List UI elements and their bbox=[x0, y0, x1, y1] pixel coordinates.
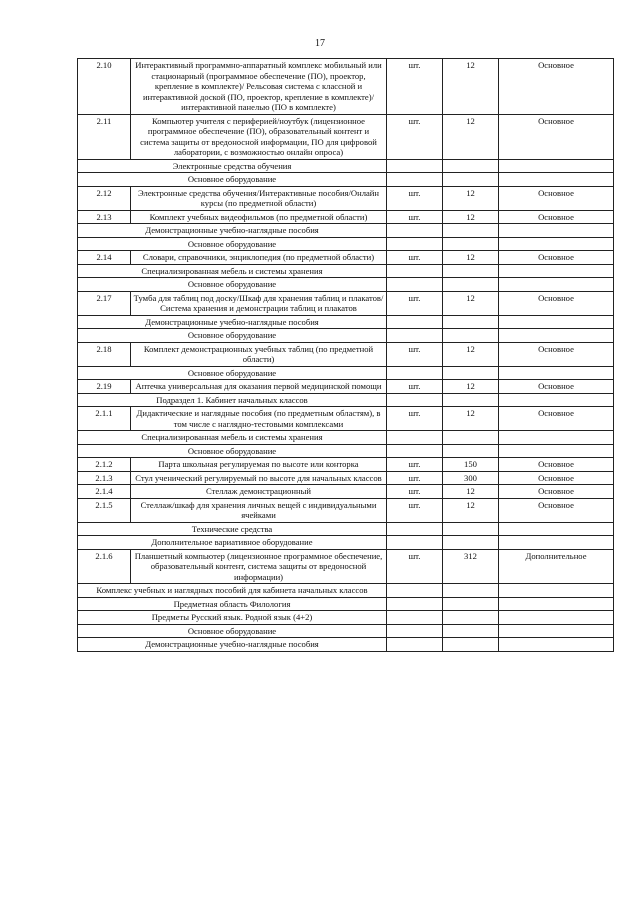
item-unit: шт. bbox=[387, 498, 443, 522]
section-title: Демонстрационные учебно-наглядные пособия bbox=[78, 315, 387, 329]
item-unit: шт. bbox=[387, 458, 443, 472]
item-quantity: 12 bbox=[443, 59, 499, 115]
section-title: Основное оборудование bbox=[78, 444, 387, 458]
empty-cell bbox=[387, 264, 443, 278]
empty-cell bbox=[443, 638, 499, 652]
table-row bbox=[78, 407, 614, 431]
item-name: Тумба для таблиц под доску/Шкаф для хранения таблиц и плакатов/Система хранения и демонстрации таблиц и плакатов bbox=[131, 291, 387, 315]
empty-cell bbox=[499, 611, 614, 625]
item-type: Основное bbox=[499, 251, 614, 265]
empty-cell bbox=[443, 237, 499, 251]
section-title: Основное оборудование bbox=[78, 329, 387, 343]
empty-cell bbox=[387, 522, 443, 536]
item-quantity: 12 bbox=[443, 342, 499, 366]
empty-cell bbox=[387, 224, 443, 238]
empty-cell bbox=[387, 431, 443, 445]
item-quantity: 12 bbox=[443, 186, 499, 210]
section-row bbox=[78, 173, 614, 187]
empty-cell bbox=[387, 278, 443, 292]
item-name: Планшетный компьютер (лицензионное программное обеспечение, образовательный контент, система защиты от вредоносной информации) bbox=[131, 549, 387, 584]
empty-cell bbox=[387, 584, 443, 598]
empty-cell bbox=[499, 393, 614, 407]
section-title: Технические средства bbox=[78, 522, 387, 536]
table-row bbox=[78, 485, 614, 499]
table-row bbox=[78, 291, 614, 315]
item-number: 2.12 bbox=[78, 186, 131, 210]
section-row bbox=[78, 264, 614, 278]
table-row bbox=[78, 114, 614, 159]
item-number: 2.18 bbox=[78, 342, 131, 366]
empty-cell bbox=[387, 444, 443, 458]
item-name: Интерактивный программно-аппаратный комплекс мобильный или стационарный (программное обеспечение (ПО), проектор, крепление в комплекте)/ Рельсовая система с классной и интерактивной доской (ПО, проектор, крепление в комплекте)/ интерактивной панелью (ПО в комплекте) bbox=[131, 59, 387, 115]
empty-cell bbox=[443, 264, 499, 278]
empty-cell bbox=[443, 159, 499, 173]
item-type: Основное bbox=[499, 291, 614, 315]
table-row bbox=[78, 471, 614, 485]
empty-cell bbox=[387, 597, 443, 611]
empty-cell bbox=[499, 264, 614, 278]
item-quantity: 12 bbox=[443, 485, 499, 499]
empty-cell bbox=[499, 536, 614, 550]
section-title: Демонстрационные учебно-наглядные пособия bbox=[78, 224, 387, 238]
empty-cell bbox=[499, 522, 614, 536]
item-unit: шт. bbox=[387, 210, 443, 224]
empty-cell bbox=[387, 366, 443, 380]
item-type: Основное bbox=[499, 59, 614, 115]
item-quantity: 12 bbox=[443, 291, 499, 315]
section-row bbox=[78, 393, 614, 407]
item-number: 2.1.4 bbox=[78, 485, 131, 499]
empty-cell bbox=[443, 584, 499, 598]
section-row bbox=[78, 366, 614, 380]
empty-cell bbox=[499, 444, 614, 458]
empty-cell bbox=[499, 597, 614, 611]
item-quantity: 312 bbox=[443, 549, 499, 584]
item-quantity: 12 bbox=[443, 380, 499, 394]
table-row bbox=[78, 210, 614, 224]
section-row bbox=[78, 624, 614, 638]
section-row bbox=[78, 536, 614, 550]
empty-cell bbox=[387, 315, 443, 329]
empty-cell bbox=[443, 597, 499, 611]
empty-cell bbox=[443, 522, 499, 536]
empty-cell bbox=[443, 173, 499, 187]
equipment-table bbox=[77, 58, 614, 652]
section-row bbox=[78, 584, 614, 598]
empty-cell bbox=[443, 315, 499, 329]
item-unit: шт. bbox=[387, 485, 443, 499]
table-row bbox=[78, 59, 614, 115]
section-title: Специализированная мебель и системы хранения bbox=[78, 431, 387, 445]
item-name: Стул ученический регулируемый по высоте для начальных классов bbox=[131, 471, 387, 485]
empty-cell bbox=[443, 444, 499, 458]
item-number: 2.10 bbox=[78, 59, 131, 115]
empty-cell bbox=[443, 611, 499, 625]
item-name: Комплект учебных видеофильмов (по предметной области) bbox=[131, 210, 387, 224]
empty-cell bbox=[443, 366, 499, 380]
empty-cell bbox=[387, 329, 443, 343]
section-title: Демонстрационные учебно-наглядные пособия bbox=[78, 638, 387, 652]
empty-cell bbox=[387, 159, 443, 173]
section-row bbox=[78, 237, 614, 251]
item-type: Основное bbox=[499, 210, 614, 224]
item-unit: шт. bbox=[387, 251, 443, 265]
item-unit: шт. bbox=[387, 342, 443, 366]
item-quantity: 12 bbox=[443, 114, 499, 159]
section-title: Электронные средства обучения bbox=[78, 159, 387, 173]
item-quantity: 12 bbox=[443, 498, 499, 522]
section-title: Подраздел 1. Кабинет начальных классов bbox=[78, 393, 387, 407]
section-title: Основное оборудование bbox=[78, 278, 387, 292]
item-number: 2.1.2 bbox=[78, 458, 131, 472]
empty-cell bbox=[387, 611, 443, 625]
item-name: Компьютер учителя с периферией/ноутбук (лицензионное программное обеспечение (ПО), образовательный контент и система защиты от вредоносной информации, ПО для цифровой лаборатории, с возможностью онлайн опроса) bbox=[131, 114, 387, 159]
item-name: Парта школьная регулируемая по высоте или конторка bbox=[131, 458, 387, 472]
section-row bbox=[78, 522, 614, 536]
item-name: Дидактические и наглядные пособия (по предметным областям), в том числе с наглядно-тестовыми комплексами bbox=[131, 407, 387, 431]
empty-cell bbox=[443, 536, 499, 550]
item-type: Основное bbox=[499, 114, 614, 159]
item-type: Основное bbox=[499, 407, 614, 431]
section-title: Предметная область Филология bbox=[78, 597, 387, 611]
section-row bbox=[78, 611, 614, 625]
item-type: Основное bbox=[499, 458, 614, 472]
item-number: 2.1.6 bbox=[78, 549, 131, 584]
section-row bbox=[78, 224, 614, 238]
item-quantity: 12 bbox=[443, 407, 499, 431]
item-number: 2.14 bbox=[78, 251, 131, 265]
item-number: 2.13 bbox=[78, 210, 131, 224]
item-quantity: 300 bbox=[443, 471, 499, 485]
empty-cell bbox=[499, 366, 614, 380]
empty-cell bbox=[387, 624, 443, 638]
item-quantity: 12 bbox=[443, 251, 499, 265]
empty-cell bbox=[499, 278, 614, 292]
empty-cell bbox=[387, 638, 443, 652]
item-number: 2.1.1 bbox=[78, 407, 131, 431]
item-type: Основное bbox=[499, 186, 614, 210]
item-quantity: 150 bbox=[443, 458, 499, 472]
equipment-table-body bbox=[78, 59, 614, 652]
item-unit: шт. bbox=[387, 59, 443, 115]
empty-cell bbox=[499, 584, 614, 598]
table-row bbox=[78, 458, 614, 472]
item-type: Дополнительное bbox=[499, 549, 614, 584]
empty-cell bbox=[443, 393, 499, 407]
section-row bbox=[78, 329, 614, 343]
section-row bbox=[78, 315, 614, 329]
item-name: Словари, справочники, энциклопедия (по предметной области) bbox=[131, 251, 387, 265]
section-row bbox=[78, 638, 614, 652]
item-type: Основное bbox=[499, 471, 614, 485]
empty-cell bbox=[499, 224, 614, 238]
section-row bbox=[78, 444, 614, 458]
item-type: Основное bbox=[499, 498, 614, 522]
empty-cell bbox=[443, 624, 499, 638]
empty-cell bbox=[499, 624, 614, 638]
item-unit: шт. bbox=[387, 291, 443, 315]
item-unit: шт. bbox=[387, 114, 443, 159]
table-row bbox=[78, 342, 614, 366]
section-title: Основное оборудование bbox=[78, 237, 387, 251]
empty-cell bbox=[499, 329, 614, 343]
item-name: Электронные средства обучения/Интерактивные пособия/Онлайн курсы (по предметной области) bbox=[131, 186, 387, 210]
table-row bbox=[78, 251, 614, 265]
section-row bbox=[78, 597, 614, 611]
empty-cell bbox=[443, 329, 499, 343]
item-type: Основное bbox=[499, 485, 614, 499]
empty-cell bbox=[387, 536, 443, 550]
item-type: Основное bbox=[499, 380, 614, 394]
item-number: 2.1.3 bbox=[78, 471, 131, 485]
item-number: 2.11 bbox=[78, 114, 131, 159]
item-name: Комплект демонстрационных учебных таблиц (по предметной области) bbox=[131, 342, 387, 366]
page-number: 17 bbox=[315, 38, 325, 49]
empty-cell bbox=[499, 237, 614, 251]
table-row bbox=[78, 186, 614, 210]
item-unit: шт. bbox=[387, 380, 443, 394]
empty-cell bbox=[443, 224, 499, 238]
empty-cell bbox=[387, 173, 443, 187]
table-row bbox=[78, 380, 614, 394]
item-unit: шт. bbox=[387, 407, 443, 431]
empty-cell bbox=[443, 278, 499, 292]
empty-cell bbox=[499, 159, 614, 173]
item-unit: шт. bbox=[387, 549, 443, 584]
empty-cell bbox=[499, 173, 614, 187]
section-title: Основное оборудование bbox=[78, 366, 387, 380]
item-unit: шт. bbox=[387, 186, 443, 210]
section-title: Комплекс учебных и наглядных пособий для кабинета начальных классов bbox=[78, 584, 387, 598]
item-unit: шт. bbox=[387, 471, 443, 485]
empty-cell bbox=[387, 393, 443, 407]
section-row bbox=[78, 159, 614, 173]
table-row bbox=[78, 549, 614, 584]
section-title: Основное оборудование bbox=[78, 624, 387, 638]
empty-cell bbox=[499, 431, 614, 445]
section-title: Специализированная мебель и системы хранения bbox=[78, 264, 387, 278]
item-type: Основное bbox=[499, 342, 614, 366]
section-title: Основное оборудование bbox=[78, 173, 387, 187]
empty-cell bbox=[499, 638, 614, 652]
empty-cell bbox=[443, 431, 499, 445]
item-number: 2.19 bbox=[78, 380, 131, 394]
item-number: 2.1.5 bbox=[78, 498, 131, 522]
empty-cell bbox=[499, 315, 614, 329]
table-row bbox=[78, 498, 614, 522]
item-name: Стеллаж демонстрационный bbox=[131, 485, 387, 499]
section-row bbox=[78, 431, 614, 445]
section-title: Дополнительное вариативное оборудование bbox=[78, 536, 387, 550]
item-quantity: 12 bbox=[443, 210, 499, 224]
item-number: 2.17 bbox=[78, 291, 131, 315]
section-title: Предметы Русский язык. Родной язык (4+2) bbox=[78, 611, 387, 625]
item-name: Стеллаж/шкаф для хранения личных вещей с индивидуальными ячейками bbox=[131, 498, 387, 522]
empty-cell bbox=[387, 237, 443, 251]
item-name: Аптечка универсальная для оказания первой медицинской помощи bbox=[131, 380, 387, 394]
section-row bbox=[78, 278, 614, 292]
